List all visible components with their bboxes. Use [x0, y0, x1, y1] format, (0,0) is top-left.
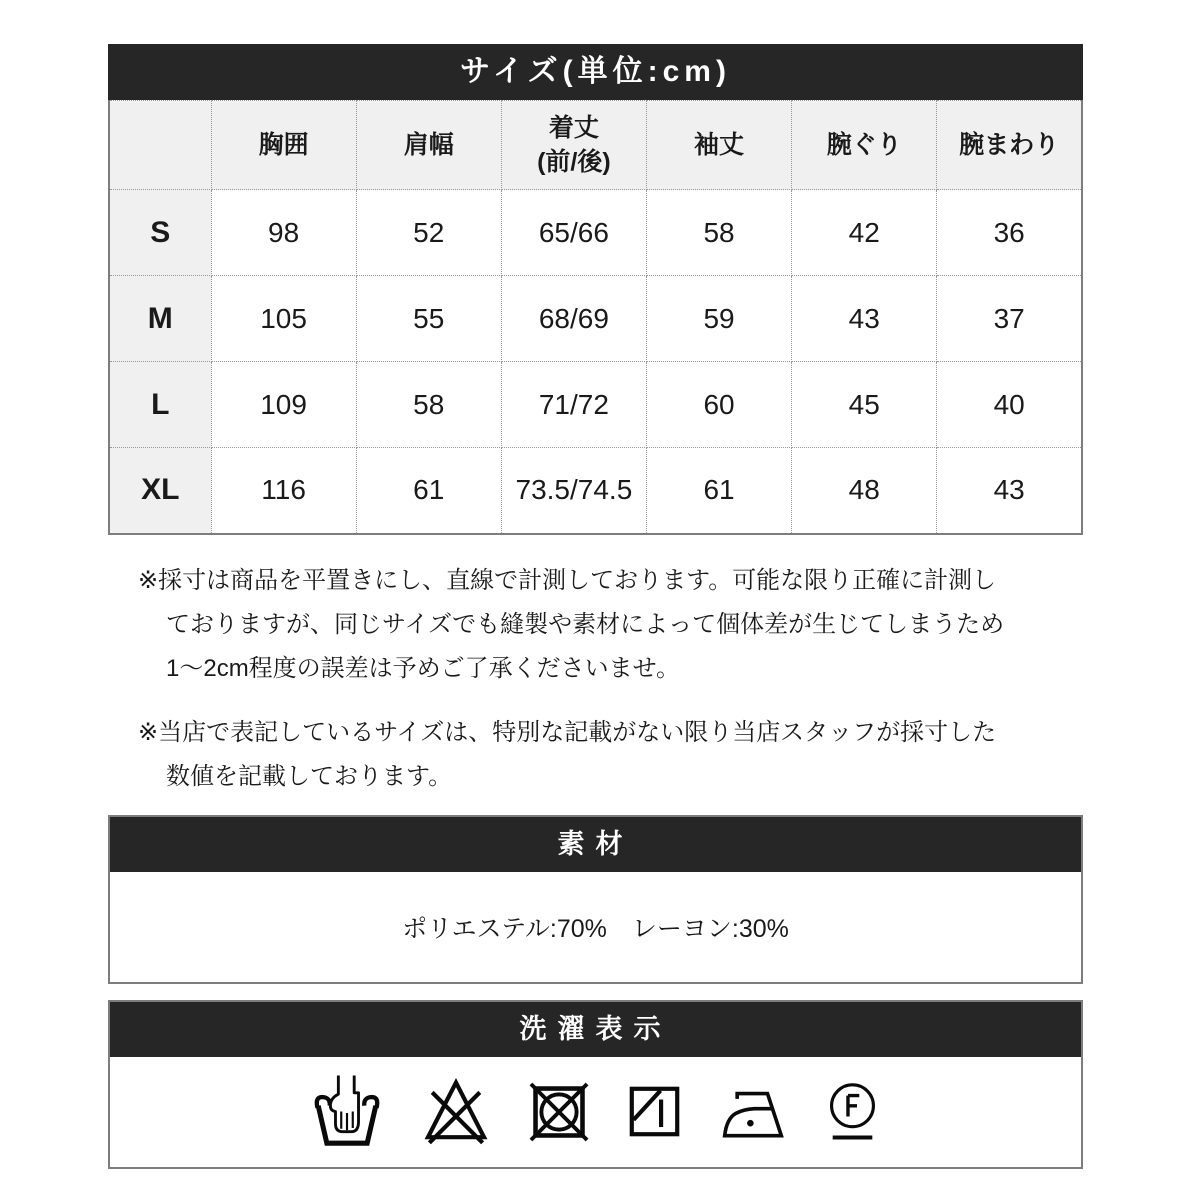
size-label: L — [109, 362, 211, 448]
size-table-corner-cell — [109, 101, 211, 190]
cell-value: 61 — [646, 448, 791, 534]
table-row-l — [109, 362, 1082, 448]
cell-value: 58 — [356, 362, 501, 448]
size-table — [108, 100, 1083, 535]
table-row-xl — [109, 448, 1082, 534]
cell-value: 116 — [211, 448, 356, 534]
cell-value: 36 — [937, 190, 1082, 276]
size-chart-title-bar — [108, 44, 1083, 100]
cell-value: 43 — [937, 448, 1082, 534]
cell-value: 60 — [646, 362, 791, 448]
hand-wash-icon — [311, 1074, 383, 1149]
material-title: 素材 — [557, 828, 634, 859]
cell-value: 68/69 — [501, 276, 646, 362]
table-row-s — [109, 190, 1082, 276]
care-title-bar — [110, 1002, 1081, 1057]
note-line: ※採寸は商品を平置きにし、直線で計測しております。可能な限り正確に計測し — [138, 566, 997, 594]
col-header-shoulder: 肩幅 — [356, 101, 501, 190]
col-header-sleeve: 袖丈 — [646, 101, 791, 190]
size-label: XL — [109, 448, 211, 534]
cell-value: 61 — [356, 448, 501, 534]
col-header-armhole: 腕ぐり — [792, 101, 937, 190]
cell-value: 71/72 — [501, 362, 646, 448]
col-header-chest: 胸囲 — [211, 101, 356, 190]
cell-value: 98 — [211, 190, 356, 276]
iron-low-heat-icon — [720, 1083, 786, 1141]
size-guide-content — [108, 44, 1083, 1169]
cell-value: 105 — [211, 276, 356, 362]
size-label: S — [109, 190, 211, 276]
line-dry-in-shade-icon — [627, 1084, 682, 1139]
do-not-bleach-icon — [421, 1077, 491, 1147]
material-section — [108, 815, 1083, 984]
note-line: ※当店で表記しているサイズは、特別な記載がない限り当店スタッフが採寸した — [138, 718, 997, 746]
size-table-header-row — [109, 101, 1082, 190]
cell-value: 43 — [792, 276, 937, 362]
col-header-length: 着丈 (前/後) — [501, 101, 646, 190]
cell-value: 109 — [211, 362, 356, 448]
size-chart-title: サイズ(単位:cm) — [460, 55, 731, 88]
note-line: 1〜2cm程度の誤差は予めご了承くださいませ。 — [166, 654, 680, 682]
cell-value: 45 — [792, 362, 937, 448]
cell-value: 52 — [356, 190, 501, 276]
store-sizing-note — [108, 711, 1083, 799]
care-section — [108, 1000, 1083, 1169]
material-body — [110, 872, 1081, 982]
note-line: ておりますが、同じサイズでも縫製や素材によって個体差が生じてしまうため — [166, 610, 1005, 638]
do-not-tumble-dry-icon — [529, 1082, 589, 1142]
material-title-bar — [110, 817, 1081, 872]
cell-value: 59 — [646, 276, 791, 362]
col-header-arm-circumference: 腕まわり — [937, 101, 1082, 190]
cell-value: 55 — [356, 276, 501, 362]
cell-value: 48 — [792, 448, 937, 534]
dry-clean-petroleum-gentle-icon — [824, 1082, 881, 1142]
note-line: 数値を記載しております。 — [166, 762, 453, 790]
cell-value: 73.5/74.5 — [501, 448, 646, 534]
size-label: M — [109, 276, 211, 362]
size-chart-section — [108, 44, 1083, 535]
cell-value: 37 — [937, 276, 1082, 362]
cell-value: 65/66 — [501, 190, 646, 276]
care-symbols-row — [110, 1057, 1081, 1167]
cell-value: 40 — [937, 362, 1082, 448]
measurement-note — [108, 559, 1083, 691]
cell-value: 58 — [646, 190, 791, 276]
care-title: 洗濯表示 — [519, 1013, 672, 1044]
cell-value: 42 — [792, 190, 937, 276]
table-row-m — [109, 276, 1082, 362]
material-composition: ポリエステル:70% レーヨン:30% — [402, 914, 789, 943]
